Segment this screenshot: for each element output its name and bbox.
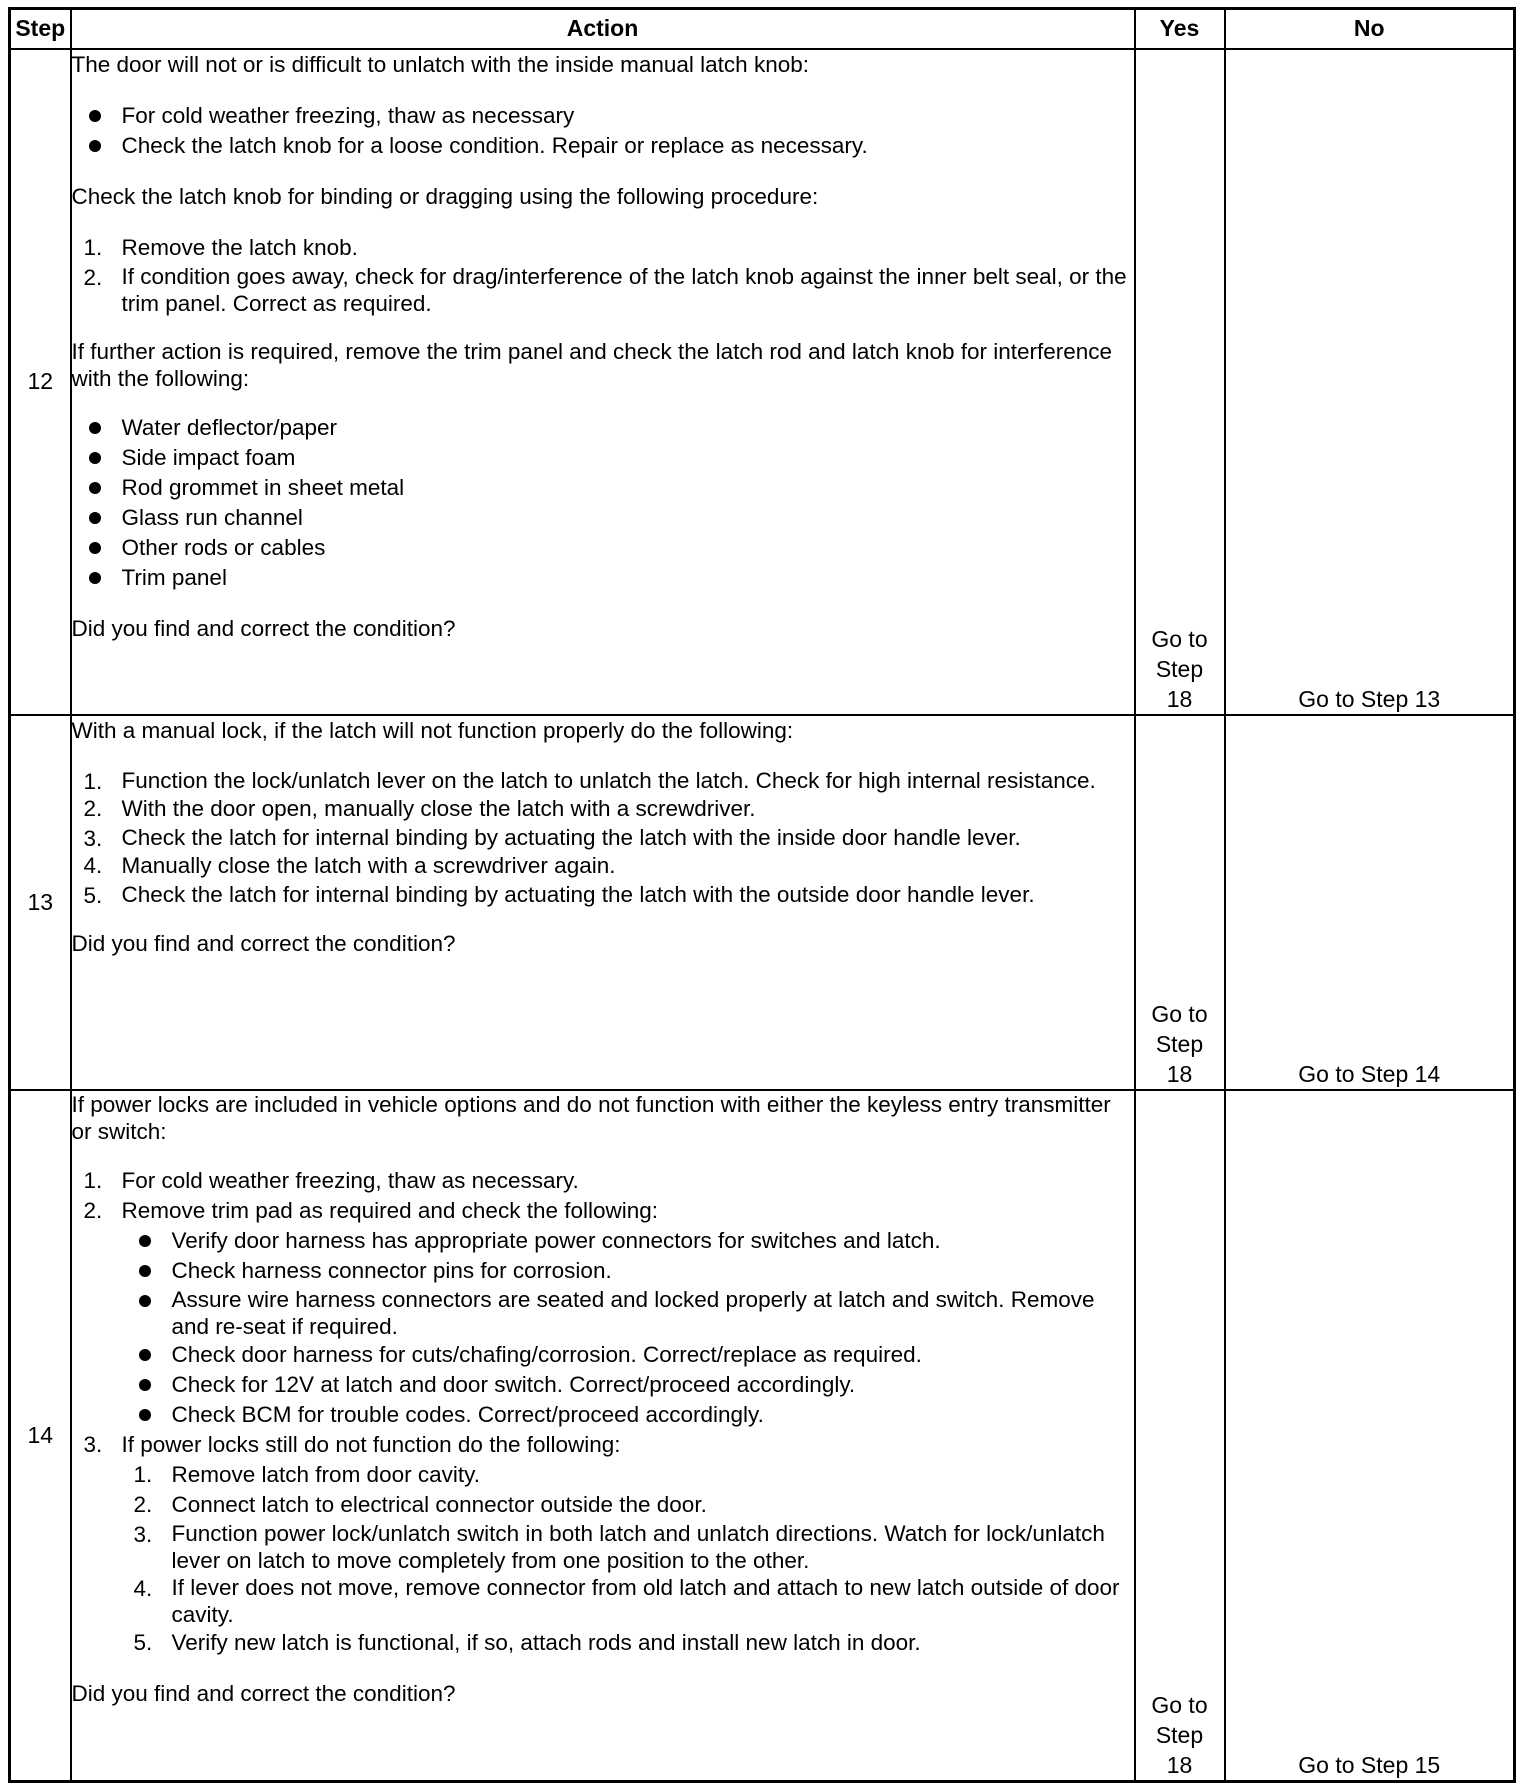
header-yes: Yes (1135, 9, 1225, 49)
list-item: 2. If condition goes away, check for drag/interference of the latch knob against the inner belt seal, or the trim panel. Correct as required. (83, 263, 1127, 316)
action-intro: If power locks are included in vehicle options and do not function with either the keyless entry transmitter or switch: (71, 1091, 1111, 1144)
no-cell: Go to Step 15 (1225, 1090, 1515, 1782)
list-item: 4. If lever does not move, remove connector from old latch and attach to new latch outside of door cavity. (133, 1574, 1120, 1627)
list-item: Trim panel (72, 563, 1134, 593)
list-item: Rod grommet in sheet metal (72, 473, 1134, 503)
yes-cell: Go to Step 18 (1135, 1090, 1225, 1782)
step-number: 14 (10, 1090, 71, 1782)
table-row-step-13 (10, 715, 1515, 1090)
yes-cell: Go to Step 18 (1135, 715, 1225, 1090)
list-item: For cold weather freezing, thaw as necessary (72, 101, 1134, 131)
list-item: 2. Remove trim pad as required and check the following: Verify door harness has appropriate power connectors for switches and latch. Check harness connector pins for corrosion. Assure wire harness connectors are seated and locked properly at latch and switch. Remove and re-seat if required. Check door harness for cuts/chafing/corrosion. Correct/replace as required. Check for 12V at latch and door switch. Correct/proceed accordingly. Check BCM for trouble codes. Correct/proceed accordingly. (72, 1196, 1134, 1430)
list-item: 3. If power locks still do not function do the following: 1. Remove latch from door cavity. 2. Connect latch to electrical connector outside the door. 3. Function power lock/unlatch switch in both latch and unlatch directions. Watch for lock/unlatch lever on latch to move completely from one position to the other. 4. If lever does not move, remove connector from old latch and attach to new latch outside of door cavity. 5. Verify new latch is functional, if so, attach rods and install new latch in door. (72, 1430, 1134, 1658)
table-row-step-14 (10, 1090, 1515, 1782)
bullet-list (72, 101, 1134, 161)
no-cell: Go to Step 14 (1225, 715, 1515, 1090)
action-cell (71, 1090, 1135, 1782)
list-item: 5. Check the latch for internal binding by actuating the latch with the outside door handle lever. (83, 881, 1035, 908)
list-item: Water deflector/paper (72, 413, 1134, 443)
action-intro: With a manual lock, if the latch will not function properly do the following: (71, 717, 794, 743)
list-item: Verify door harness has appropriate power connectors for switches and latch. (122, 1226, 1134, 1256)
no-cell: Go to Step 13 (1225, 49, 1515, 715)
list-item: 1. Remove latch from door cavity. (133, 1461, 480, 1487)
list-item: 2. With the door open, manually close the latch with a screwdriver. (83, 795, 756, 821)
list-item: 4. Manually close the latch with a screwdriver again. (83, 852, 616, 878)
list-item: 3. Function power lock/unlatch switch in both latch and unlatch directions. Watch for lock/unlatch lever on latch to move completely from one position to the other. (133, 1520, 1105, 1573)
step-number: 12 (10, 49, 71, 715)
header-row (10, 9, 1515, 49)
diagnostic-table (8, 7, 1516, 1783)
sub-numbered-list (122, 1460, 1134, 1658)
yes-cell: Go to Step 18 (1135, 49, 1225, 715)
list-item: Check for 12V at latch and door switch. Correct/proceed accordingly. (122, 1370, 1134, 1400)
action-cell (71, 49, 1135, 715)
step-number: 13 (10, 715, 71, 1090)
action-paragraph: Check the latch knob for binding or dragging using the following procedure: (71, 183, 819, 209)
list-item: 1. Remove the latch knob. (83, 234, 358, 260)
list-item: Check door harness for cuts/chafing/corrosion. Correct/replace as required. (122, 1340, 1134, 1370)
numbered-list (72, 1166, 1134, 1658)
list-item: Check BCM for trouble codes. Correct/proceed accordingly. (122, 1400, 1134, 1430)
header-no: No (1225, 9, 1515, 49)
action-paragraph: If further action is required, remove the trim panel and check the latch rod and latch knob for interference with the following: (71, 338, 1113, 391)
header-step: Step (10, 9, 71, 49)
list-item: Side impact foam (72, 443, 1134, 473)
list-item: 5. Verify new latch is functional, if so, attach rods and install new latch in door. (133, 1629, 921, 1655)
action-intro: The door will not or is difficult to unlatch with the inside manual latch knob: (71, 51, 809, 77)
list-item: 3. Check the latch for internal binding by actuating the latch with the inside door handle lever. (83, 824, 1021, 851)
list-item: 1. Function the lock/unlatch lever on the latch to unlatch the latch. Check for high internal resistance. (83, 767, 1096, 794)
list-item: Check harness connector pins for corrosion. (122, 1256, 1134, 1286)
action-question: Did you find and correct the condition? (71, 930, 456, 956)
numbered-list (72, 767, 1134, 908)
bullet-list (72, 413, 1134, 593)
list-item: Check the latch knob for a loose condition. Repair or replace as necessary. (72, 131, 1134, 161)
list-item: 1. For cold weather freezing, thaw as necessary. (83, 1167, 579, 1193)
list-item: Other rods or cables (72, 533, 1134, 563)
action-question: Did you find and correct the condition? (71, 615, 456, 641)
numbered-list (72, 233, 1134, 317)
table-row-step-12 (10, 49, 1515, 715)
list-item: 2. Connect latch to electrical connector outside the door. (133, 1491, 707, 1517)
header-action: Action (71, 9, 1135, 49)
list-item: Glass run channel (72, 503, 1134, 533)
action-question: Did you find and correct the condition? (71, 1680, 456, 1706)
list-item: Assure wire harness connectors are seated and locked properly at latch and switch. Remove and re-seat if required. (122, 1286, 1134, 1340)
action-cell (71, 715, 1135, 1090)
sub-bullet-list (122, 1226, 1134, 1430)
